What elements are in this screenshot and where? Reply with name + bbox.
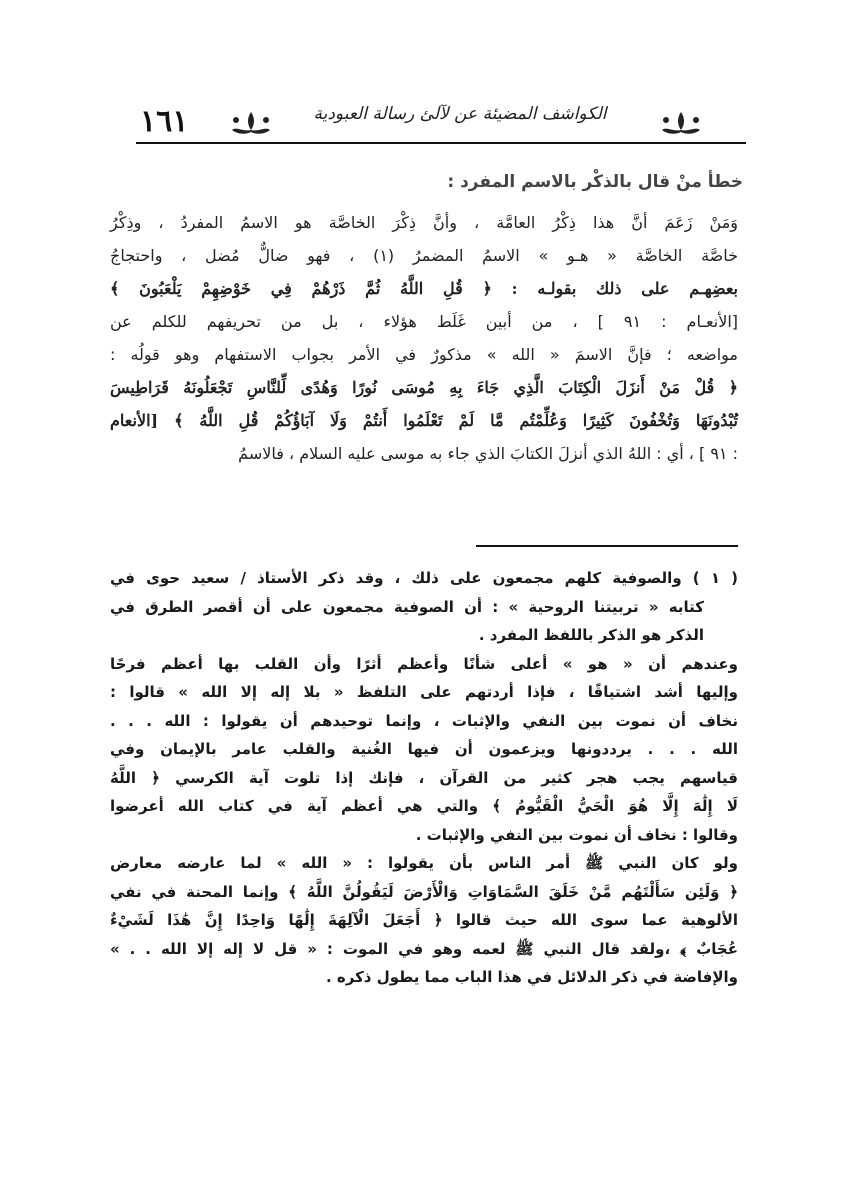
footnote-line: وإليها أشد اشتياقًا ، فإذا أردتهم على التلفظ « بلا إله إلا الله » قالوا :	[110, 683, 738, 701]
footnote-line: وقالوا : نخاف أن نموت بين النفي والإثبات .	[415, 825, 738, 844]
footnote-line: ولو كان النبي ﷺ أمر الناس بأن يقولوا : « الله » لما عارضه معارض	[110, 854, 738, 872]
body-line: تُبْدُونَهَا وَتُخْفُونَ كَثِيرًا وَعُلِّمْتُم مَّا لَمْ تَعْلَمُوا أَنتُمْ وَلَا آبَاؤُكُمْ قُلِ اللَّهُ ﴾ [الأنعام	[110, 411, 738, 430]
body-line: مواضعه ؛ فإنَّ الاسمَ « الله » مذكورٌ في الأمر بجواب الاستفهام وهو قولُه :	[110, 345, 738, 364]
body-line: [الأنعـام : ٩١ ] ، من أبين غَلَط هؤلاء ، بل من تحريفهم للكلم عن	[110, 312, 739, 331]
footnote-line: لَا إِلَٰهَ إِلَّا هُوَ الْحَيُّ الْقَيُّومُ ﴾ والتي هي أعظم آية في كتاب الله أعرضوا	[110, 797, 738, 815]
footnote-line: وعندهم أن « هو » أعلى شأنًا وأعظم أثرًا وأن القلب بها أعظم فرحًا	[110, 654, 738, 673]
body-line: : ٩١ ] ، أي : اللهُ الذي أنزلَ الكتابَ الذي جاء به موسى عليه السلام ، فالاسمُ	[238, 444, 738, 463]
footnote-line: الله . . . يرددونها ويزعمون أن فيها الغُنية والقلب عامر بالإيمان وفي	[110, 740, 738, 758]
floral-ornament-icon	[228, 110, 274, 136]
page-number: ١٦١	[140, 104, 189, 139]
footnote-line: والإفاضة في ذكر الدلائل في هذا الباب مما يطول ذكره .	[325, 968, 738, 986]
header-rule	[136, 142, 746, 144]
footnote-line: قياسهم يجب هجر كثير من القرآن ، فإنك إذا تلوت آية الكرسي ﴿ اللَّهُ	[110, 768, 738, 787]
footnote-line: ( ١ ) والصوفية كلهم مجمعون على ذلك ، وقد ذكر الأستاذ / سعيد حوى في	[110, 569, 738, 587]
footnotes	[110, 564, 738, 992]
footnote-line: عُجَابٌ ﴾ ،ولقد قال النبي ﷺ لعمه وهو في الموت : « قل لا إله إلا الله . . »	[110, 939, 738, 958]
floral-ornament-icon	[658, 110, 704, 136]
footnote-line: الألوهية عما سوى الله حيث قالوا ﴿ أَجَعَلَ الْآلِهَةَ إِلَٰهًا وَاحِدًا إِنَّ هَٰذَا لَشَيْءٌ	[110, 911, 738, 929]
body-line: خاصَّة الخاصَّة « هـو » الاسمُ المضمرُ (١) ، فهو ضالٌّ مُضل ، واحتجاجُ	[110, 246, 738, 265]
running-title: الكواشف المضيئة عن لآلئ رسالة العبودية	[313, 104, 607, 124]
body-line: بعضِهـم على ذلك بقولـه : ﴿ قُلِ اللَّهُ ثُمَّ ذَرْهُمْ فِي خَوْضِهِمْ يَلْعَبُونَ ﴾	[110, 279, 738, 298]
section-heading: خطأ منْ قال بالذكْر بالاسم المفرد :	[447, 172, 743, 192]
main-body	[110, 206, 738, 470]
footnote-separator	[476, 545, 738, 547]
footnote-line: كتابه « تربيتنا الروحية » : أن الصوفية مجمعون على أن أقصر الطرق في	[110, 597, 704, 616]
page-header	[110, 98, 746, 148]
footnote-line: نخاف أن نموت بين النفي والإثبات ، وإنما توحيدهم أن يقولوا : الله . . .	[110, 711, 738, 730]
body-line: ﴿ قُلْ مَنْ أَنزَلَ الْكِتَابَ الَّذِي جَاءَ بِهِ مُوسَى نُورًا وَهُدًى لِّلنَّاسِ تَجْعَلُونَهُ قَرَاطِيسَ	[110, 378, 739, 397]
footnote-line: الذكر هو الذكر باللفظ المفرد .	[478, 626, 704, 644]
body-line: وَمَنْ زَعَمَ أنَّ هذا ذِكْرُ العامَّة ، وأنَّ ذِكْرَ الخاصَّة هو الاسمُ المفردُ ، وذِكْرُ	[110, 213, 738, 232]
footnote-line: ﴿ وَلَئِن سَأَلْتَهُم مَّنْ خَلَقَ السَّمَاوَاتِ وَالْأَرْضَ لَيَقُولُنَّ اللَّهُ ﴾ وإنما المحنة في نفي	[110, 882, 738, 901]
